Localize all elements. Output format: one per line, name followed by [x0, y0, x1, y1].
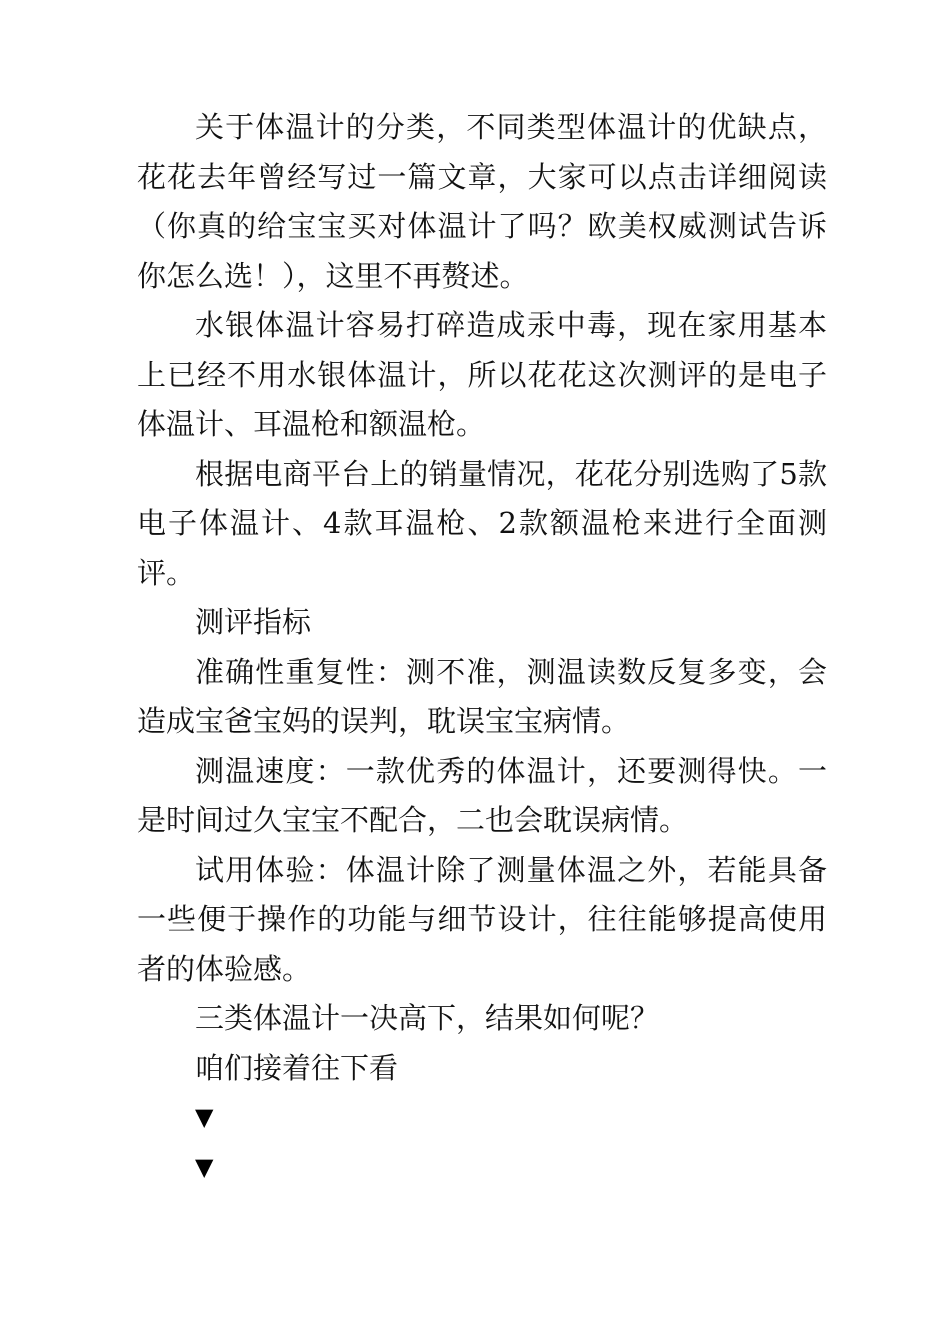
paragraph-mercury: 水银体温计容易打碎造成汞中毒，现在家用基本上已经不用水银体温计，所以花花这次测评的是电子体温计、耳温枪和额温枪。 [137, 308, 827, 441]
down-arrow-icon: ▼ [195, 1103, 214, 1131]
document-body [137, 103, 827, 1192]
paragraph-speed: 测温速度：一款优秀的体温计，还要测得快。一是时间过久宝宝不配合，二也会耽误病情。 [137, 753, 827, 837]
paragraph-accuracy: 准确性重复性：测不准，测温读数反复多变，会造成宝爸宝妈的误判，耽误宝宝病情。 [137, 654, 827, 738]
down-arrow-icon: ▼ [195, 1152, 214, 1181]
paragraph-intro: 关于体温计的分类，不同类型体温计的优缺点，花花去年曾经写过一篇文章，大家可以点击详细阅读（你真的给宝宝买对体温计了吗？欧美权威测试告诉你怎么选！），这里不再赘述。 [137, 110, 827, 293]
paragraph-continue: 咱们接着往下看 [195, 1050, 399, 1085]
section-heading-criteria: 测评指标 [195, 605, 312, 639]
paragraph-purchase: 根据电商平台上的销量情况，花花分别选购了5款电子体温计、4款耳温枪、2款额温枪来进行全面测评。 [137, 456, 827, 590]
paragraph-question: 三类体温计一决高下，结果如何呢？ [195, 1001, 660, 1035]
paragraph-experience: 试用体验：体温计除了测量体温之外，若能具备一些便于操作的功能与细节设计，往往能够提高使用者的体验感。 [137, 852, 827, 986]
